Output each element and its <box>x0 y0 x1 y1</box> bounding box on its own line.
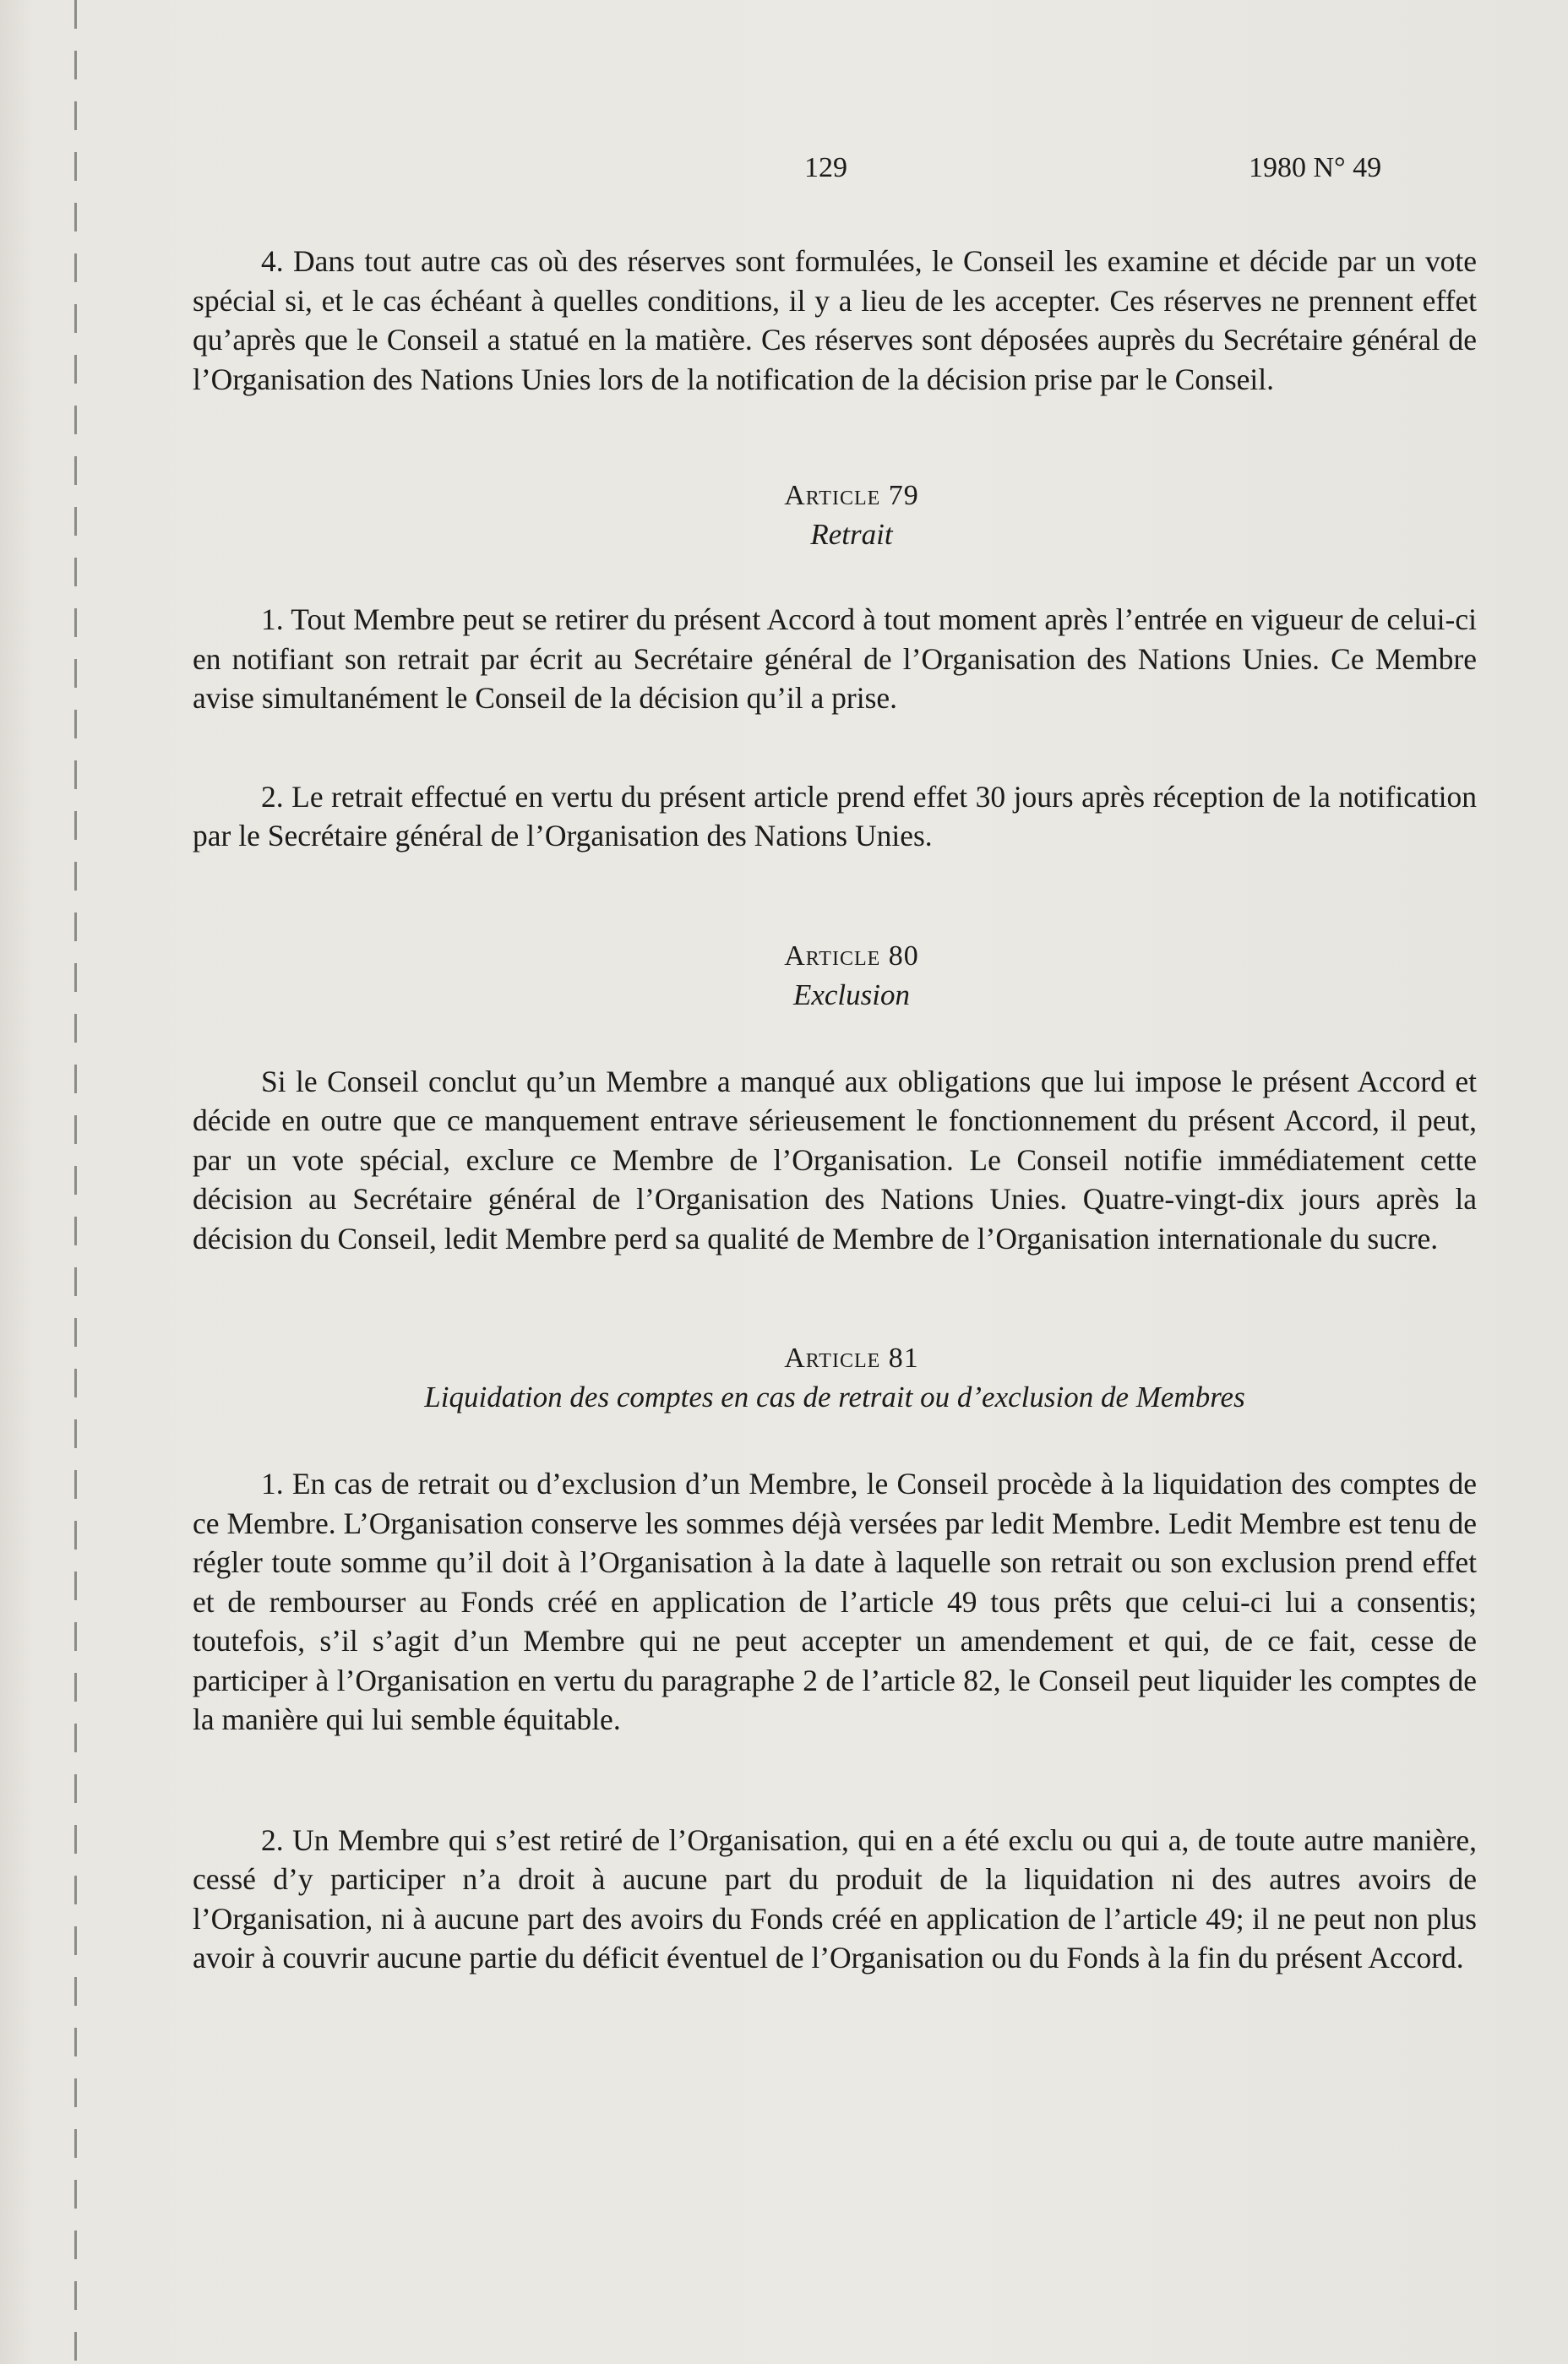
article-79-paragraph-1: 1. Tout Membre peut se retirer du présent Accord à tout moment après l’entrée en vigueur de celui-ci en notifiant son retrait par écrit au Secrétaire général de l’Organisation des Nations Unies. Ce Membre avise simultanément le Conseil de la décision qu’il a prise. <box>193 602 1477 715</box>
page-header <box>0 152 1568 203</box>
article-81-paragraph-1: 1. En cas de retrait ou d’exclusion d’un Membre, le Conseil procède à la liquidation des comptes de ce Membre. L’Organisation conserve les sommes déjà versées par ledit Membre. Ledit Membre est tenu de régler toute somme qu’il doit à l’Organisation à la date à laquelle son retrait ou son exclusion prend effet et de rembourser au Fonds créé en application de l’article 49 tous prêts que celui-ci lui a consentis; toutefois, s’il s’agit d’un Membre qui ne peut accepter un amendement et qui, de ce fait, cesse de participer à l’Organisation en vertu du paragraphe 2 de l’article 82, le Conseil peut liquider les comptes de la manière qui lui semble équitable. <box>193 1467 1477 1736</box>
article-79-subtitle: Retrait <box>810 518 893 551</box>
binding-holes <box>74 0 77 2364</box>
article-81-subtitle: Liquidation des comptes en cas de retrait ou d’exclusion de Membres <box>424 1381 1245 1413</box>
article-80-paragraph: Si le Conseil conclut qu’un Membre a manqué aux obligations que lui impose le présent Accord et décide en outre que ce manquement entrave sérieusement le fonctionnement du présent Accord, il peut, par un vote spécial, exclure ce Membre de l’Organisation. Le Conseil notifie immédiatement cette décision au Secrétaire général de l’Organisation des Nations Unies. Quatre-vingt-dix jours après la décision du Conseil, ledit Membre perd sa qualité de Membre de l’Organisation internationale du sucre. <box>193 1064 1477 1256</box>
article-80-title: Article 80 <box>784 940 919 972</box>
document-reference: 1980 N° 49 <box>1249 152 1382 183</box>
paragraph-4: 4. Dans tout autre cas où des réserves sont formulées, le Conseil les examine et décide par un vote spécial si, et le cas échéant à quelles conditions, il y a lieu de les accepter. Ces réserves ne prennent effet qu’après que le Conseil a statué en la matière. Ces réserves sont déposées auprès du Secrétaire général de l’Organisation des Nations Unies lors de la notification de la décision prise par le Conseil. <box>193 244 1477 396</box>
article-80-subtitle: Exclusion <box>792 978 911 1011</box>
page-body <box>193 242 1477 1978</box>
article-81-title: Article 81 <box>784 1343 919 1374</box>
article-79-title: Article 79 <box>784 480 919 511</box>
article-79-paragraph-2: 2. Le retrait effectué en vertu du présent article prend effet 30 jours après réception de la notification par le Secrétaire général de l’Organisation des Nations Unies. <box>193 779 1477 852</box>
article-81-paragraph-2: 2. Un Membre qui s’est retiré de l’Organisation, qui en a été exclu ou qui a, de toute autre manière, cessé d’y participer n’a droit à aucune part du produit de la liquidation ni des autres avoirs de l’Organisation, ni à aucune part des avoirs du Fonds créé en application de l’article 49; il ne peut non plus avoir à couvrir aucune partie du déficit éventuel de l’Organisation ou du Fonds à la fin du présent Accord. <box>193 1822 1477 1975</box>
page-number: 129 <box>804 152 847 183</box>
